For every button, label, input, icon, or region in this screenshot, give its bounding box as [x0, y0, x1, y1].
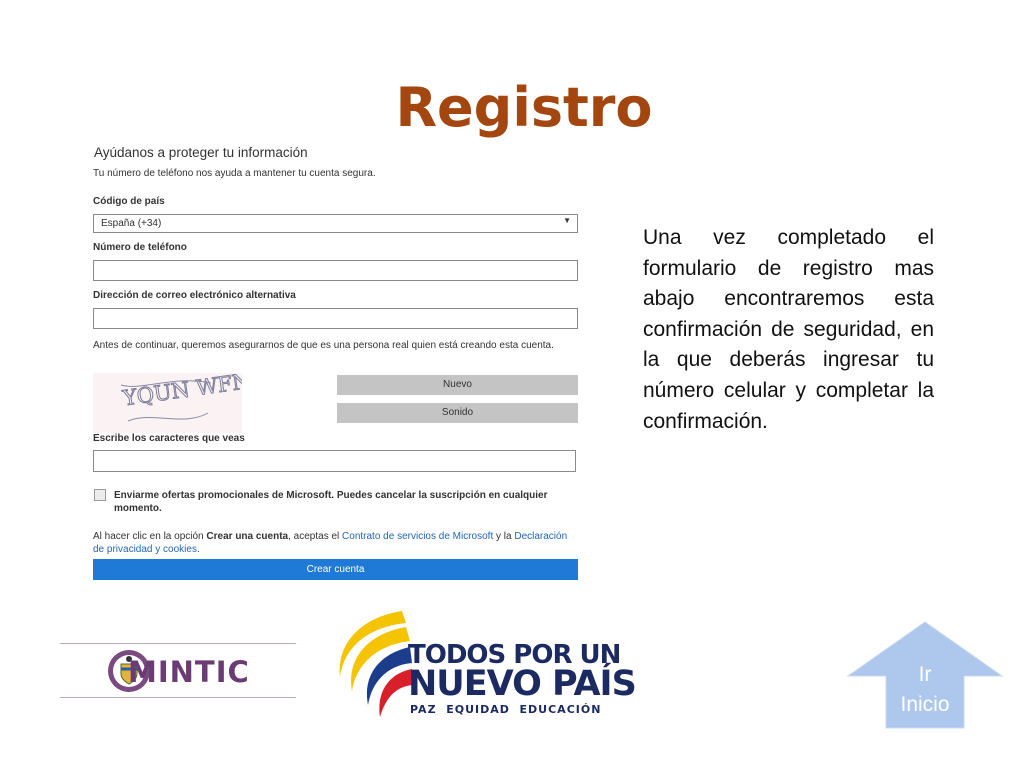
privacy-link[interactable]: Declaración de privacidad y cookies [93, 531, 568, 555]
slide-description: Una vez completado el formulario de registro mas abajo encontraremos esta confirmación de seguridad, en la que deberás ingresar tu número celular y completar la confirmación. [643, 226, 934, 433]
offers-checkbox[interactable] [94, 489, 106, 501]
country-select[interactable] [93, 214, 578, 233]
terms-end: . [196, 544, 200, 555]
alt-email-label: Dirección de correo electrónico alternativa [93, 290, 296, 301]
services-agreement-link[interactable]: Contrato de servicios de Microsoft [342, 531, 494, 542]
captcha-chars-label: Escribe los caracteres que veas [93, 433, 245, 444]
country-select-value: España (+34) [101, 218, 162, 229]
create-account-button[interactable]: Crear cuenta [93, 559, 578, 580]
slogan-line1: TODOS POR UN [408, 640, 621, 670]
terms-middle: , aceptas el [288, 531, 340, 542]
new-captcha-button[interactable]: Nuevo [337, 375, 578, 395]
home-button-label: Ir Inicio [900, 663, 950, 716]
terms-prefix: Al hacer clic en la opción [93, 531, 204, 542]
phone-label: Número de teléfono [93, 242, 187, 253]
slogan-line2: NUEVO PAÍS [408, 664, 636, 704]
country-label: Código de país [93, 196, 165, 207]
colombia-flag-swoosh-icon [332, 607, 412, 719]
dropdown-arrow-icon: ▼ [563, 216, 571, 225]
captcha-image [93, 373, 242, 433]
verify-text: Antes de continuar, queremos asegurarnos de que es una persona real quien está creando esta cuenta. [93, 340, 554, 351]
form-subheading: Tu número de teléfono nos ayuda a mantener tu cuenta segura. [93, 168, 376, 179]
slogan-line3: PAZ EQUIDAD EDUCACIÓN [410, 703, 602, 716]
slide-title: Registro [395, 76, 653, 139]
captcha-glyphs [93, 373, 242, 433]
terms-and: y la [496, 531, 512, 542]
form-heading: Ayúdanos a proteger tu información [94, 145, 308, 160]
terms-text [93, 530, 573, 556]
alt-email-input[interactable] [93, 308, 578, 329]
phone-input[interactable] [93, 260, 578, 281]
offers-checkbox-label: Enviarme ofertas promocionales de Microsoft. Puedes cancelar la suscripción en cualquier momento. [114, 490, 548, 514]
captcha-text: YQUN WFN [121, 373, 242, 411]
home-button[interactable] [846, 620, 1004, 732]
audio-captcha-button[interactable]: Sonido [337, 403, 578, 423]
captcha-input[interactable] [93, 450, 576, 472]
terms-bold: Crear una cuenta [206, 531, 289, 542]
mintic-logo-text: MINTIC [128, 655, 250, 689]
